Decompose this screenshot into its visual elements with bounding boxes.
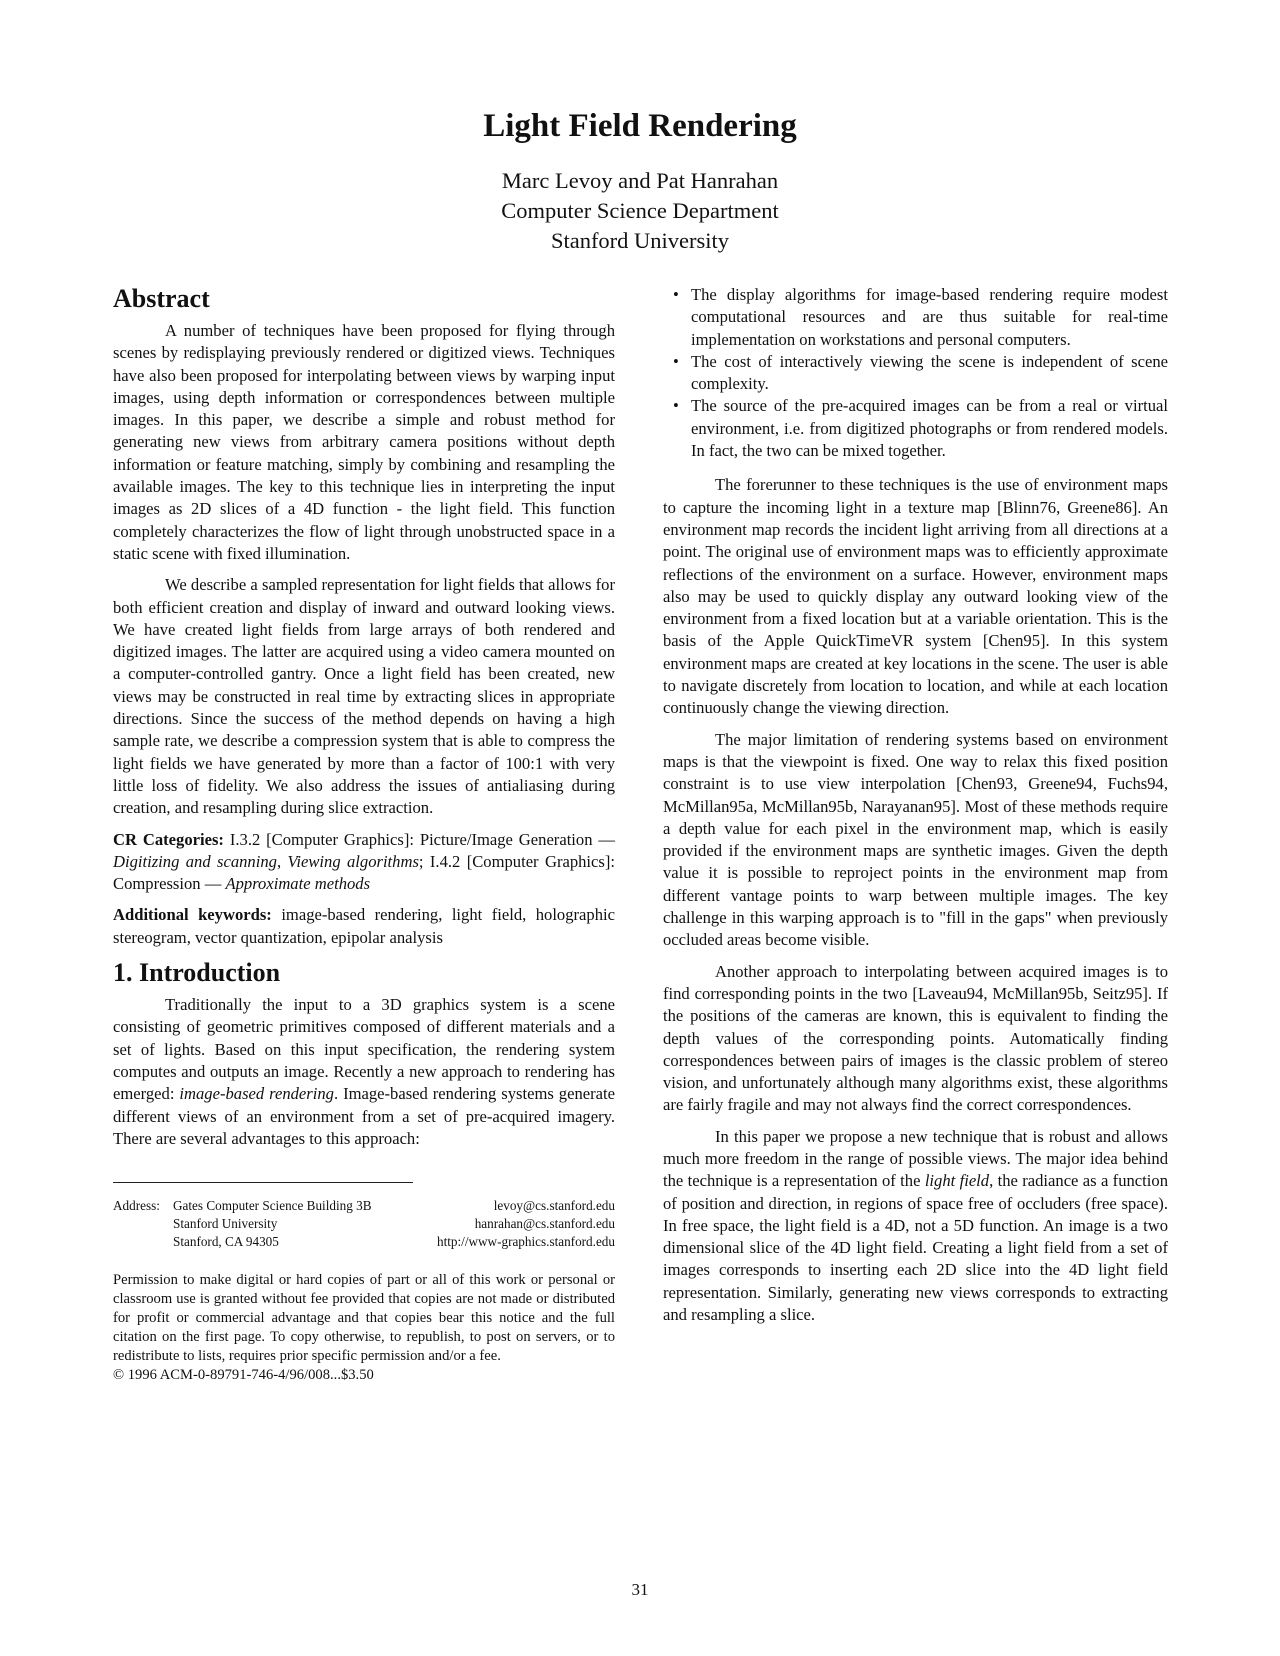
address-label: Address: (113, 1198, 160, 1214)
address-line: Stanford University (173, 1216, 278, 1232)
keywords-text: image-based rendering, light field, holographic stereogram, vector quantization, epipolar analysis (113, 905, 615, 947)
intro-text: Traditionally the input to a 3D graphics system is a scene consisting of geometric primitives composed of different materials and a set of lights. Based on this input specification, the rendering system computes and outputs an image. Recently a new approach to rendering has emerged: (113, 995, 615, 1104)
copyright-line: © 1996 ACM-0-89791-746-4/96/008...$3.50 (113, 1367, 374, 1384)
body-text: , the radiance as a function of position and direction, in regions of space free of occluders (free space). In free space, the light field is a 4D, not a 5D function. An image is a two dimensional slice of the 4D light field. Creating a light field from a set of images corresponds to inserting each 2D slice into the 4D light field representation. Similarly, generating new views corresponds to extracting and resampling a slice. (663, 1171, 1168, 1325)
author-names: Marc Levoy and Pat Hanrahan (501, 168, 779, 193)
introduction-paragraph (113, 994, 615, 1150)
address-line: Gates Computer Science Building 3B (173, 1198, 372, 1214)
list-item: • The cost of interactively viewing the scene is independent of scene complexity. (663, 351, 1168, 396)
permission-text: Permission to make digital or hard copies of part or all of this work or personal or classroom use is granted without fee provided that copies are not made or distributed for profit or commercial advantage and that copies bear this notice and the full citation on the first page. To copy otherwise, to republish, to post on servers, or to redistribute to lists, requires prior specific permission and/or a fee. (113, 1272, 615, 1365)
body-paragraph: The forerunner to these techniques is the use of environment maps to capture the incoming light in a texture map [Blinn76, Greene86]. An environment map records the incident light arriving from all directions at a point. The original use of environment maps was to efficiently approximate reflections of the environment on a surface. However, environment maps also may be used to quickly display any outward looking view of the environment from a fixed location but at a variable orientation. This is the basis of the Apple QuickTimeVR system [Chen95]. In this system environment maps are created at key locations in the scene. The user is able to navigate discretely from location to location, and while at each location continuously change the viewing direction. (663, 475, 1168, 718)
additional-keywords (113, 904, 615, 949)
author-department: Computer Science Department (501, 198, 779, 223)
cr-emph: Approximate methods (225, 874, 371, 894)
cr-emph: Digitizing and scanning (113, 851, 277, 871)
right-column (663, 284, 1168, 1335)
email-hanrahan: hanrahan@cs.stanford.edu (474, 1216, 615, 1232)
cr-text: ; I.4.2 [Computer Graphics]: Compression — (113, 851, 615, 894)
address-line: Stanford, CA 94305 (173, 1234, 279, 1250)
permission-notice (113, 1271, 615, 1385)
cr-text: I.3.2 [Computer Graphics]: Picture/Image Generation — (229, 829, 615, 849)
list-item: • The display algorithms for image-based rendering require modest computational resources and are thus suitable for real-time implementation on workstations and personal computers. (663, 284, 1168, 351)
cr-categories-label: CR Categories: (113, 829, 224, 849)
cr-categories (113, 829, 615, 896)
intro-text: . Image-based rendering systems generate different views of an environment from a set of pre-acquired imagery. There are several advantages to this approach: (113, 1084, 615, 1148)
paper-title: Light Field Rendering (483, 108, 797, 144)
light-field-emph: light field (924, 1171, 990, 1191)
email-levoy: levoy@cs.stanford.edu (493, 1198, 615, 1214)
abstract-heading: Abstract (113, 284, 210, 313)
intro-emph: image-based rendering (179, 1084, 334, 1104)
body-text: In this paper we propose a new technique that is robust and allows much more freedom in the range of possible views. The major idea behind the technique is a representation of the (663, 1126, 1168, 1191)
cr-separator: , (276, 851, 282, 871)
left-column (113, 284, 615, 1385)
body-paragraph (663, 1126, 1168, 1327)
author-block (0, 166, 1280, 256)
abstract-paragraph: A number of techniques have been proposed for flying through scenes by redisplaying previously rendered or digitized views. Techniques have also been proposed for interpolating between views by warping input images, using depth information or correspondences between multiple images. In this paper, we describe a simple and robust method for generating new views from arbitrary camera positions without depth information or feature matching, simply by combining and resampling the available images. The key to this technique lies in interpreting the input images as 2D slices of a 4D function - the light field. This function completely characterizes the flow of light through unobstructed space in a static scene with fixed illumination. (113, 321, 615, 563)
graphics-url: http://www-graphics.stanford.edu (437, 1234, 615, 1250)
cr-emph: Viewing algorithms (287, 851, 419, 871)
body-paragraph: Another approach to interpolating between acquired images is to find corresponding points in the two [Laveau94, McMillan95b, Seitz95]. If the positions of the cameras are known, this is equivalent to finding the depth values of the corresponding points. Automatically finding correspondences between pairs of images is the classic problem of stereo vision, and unfortunately although many algorithms exist, these algorithms are fairly fragile and may not always find the correct correspondences. (663, 961, 1168, 1115)
advantages-list (663, 284, 1168, 462)
address-block (113, 1197, 615, 1251)
keywords-label: Additional keywords: (113, 905, 272, 925)
body-paragraph: The major limitation of rendering systems based on environment maps is that the viewpoint is fixed. One way to relax this fixed position constraint is to use view interpolation [Chen93, Greene94, Fuchs94, McMillan95a, McMillan95b, Narayanan95]. Most of these methods require a depth value for each pixel in the environment map, which is easily provided if the environment maps are synthetic images. Given the depth value it is possible to reproject points in the environment map from different vantage points to warp between multiple images. The key challenge in this warping approach is to "fill in the gaps" when previously occluded areas become visible. (663, 729, 1168, 950)
footnote-rule (113, 1182, 413, 1183)
list-item: • The source of the pre-acquired images can be from a real or virtual environment, i.e. from digitized photographs or from rendered models. In fact, the two can be mixed together. (663, 395, 1168, 462)
page-number: 31 (631, 1580, 649, 1599)
abstract-paragraph: We describe a sampled representation for light fields that allows for both efficient creation and display of inward and outward looking views. We have created light fields from large arrays of both rendered and digitized images. The latter are acquired using a video camera mounted on a computer-controlled gantry. Once a light field has been created, new views may be constructed in real time by extracting slices in appropriate directions. Since the success of the method depends on having a high sample rate, we describe a compression system that is able to compress the light fields we have generated by more than a factor of 100:1 with very little loss of fidelity. We also address the issues of antialiasing during creation, and resampling during slice extraction. (113, 575, 615, 818)
introduction-heading: 1. Introduction (113, 958, 281, 988)
author-university: Stanford University (550, 228, 730, 253)
